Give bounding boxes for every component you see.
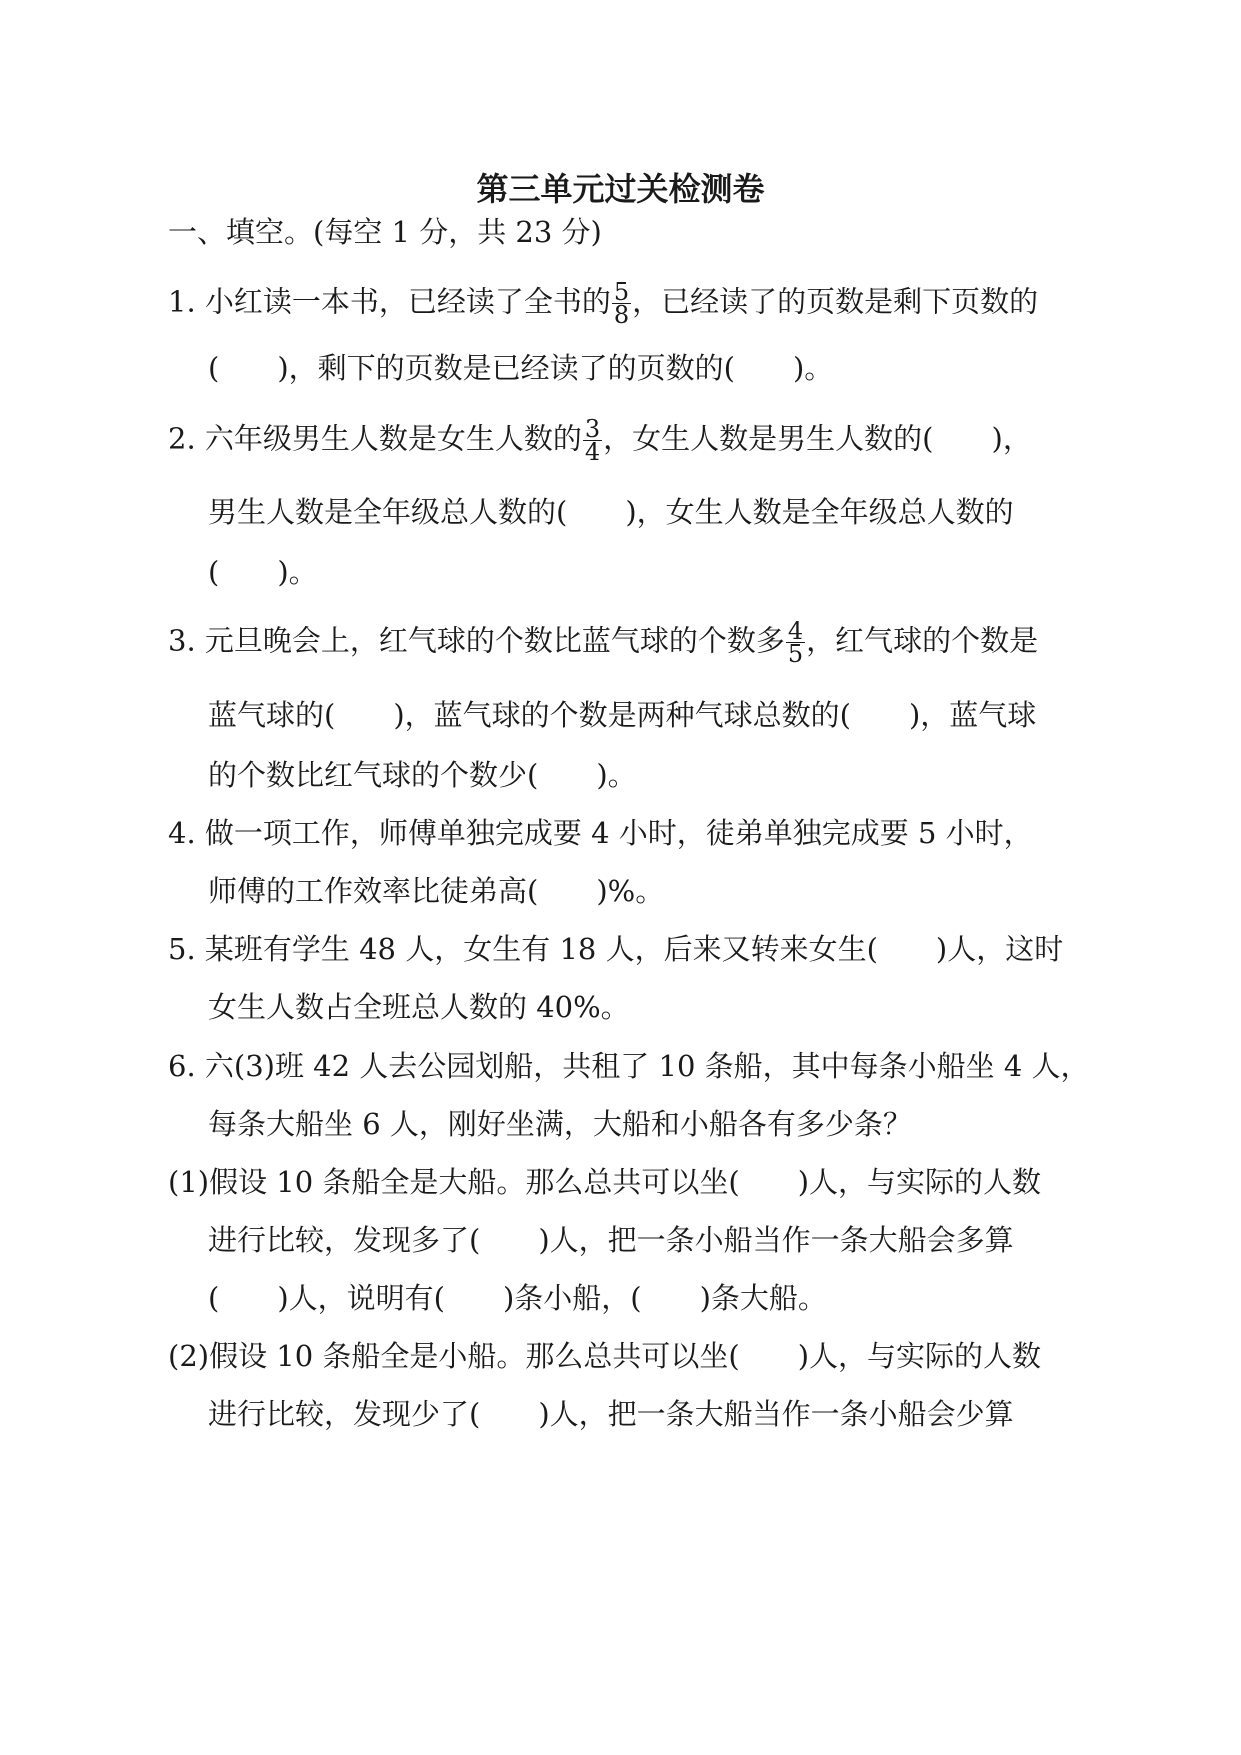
question-6-line-2: 每条大船坐 6 人，刚好坐满，大船和小船各有多少条？ xyxy=(208,1107,912,1141)
question-2-line-2: 男生人数是全年级总人数的( )，女生人数是全年级总人数的 xyxy=(208,495,1014,529)
question-1-line-1: 1. 小红读一本书，已经读了全书的 $\frac{5}{8}$ ，已经读了的页数是剩下页数的 xyxy=(168,278,1039,329)
part-1-line-1: (1)假设 10 条船全是大船。那么总共可以坐( )人，与实际的人数 xyxy=(168,1165,1042,1199)
question-2-line-1: 2. 六年级男生人数是女生人数的 $\frac{3}{4}$ ，女生人数是男生人数的( )， xyxy=(168,415,1032,466)
question-3-line-2: 蓝气球的( )，蓝气球的个数是两种气球总数的( )，蓝气球 xyxy=(208,698,1037,732)
question-2-line-3: ( )。 xyxy=(208,555,318,589)
question-5-line-1: 5. 某班有学生 48 人，女生有 18 人，后来又转来女生( )人，这时 xyxy=(168,932,1064,966)
question-3-line-1: 3. 元旦晚会上，红气球的个数比蓝气球的个数多 $\frac{4}{5}$ ，红气球的个数是 xyxy=(168,617,1039,668)
page-title: 第三单元过关检测卷 xyxy=(476,170,765,208)
fraction-4-5: $\frac{4}{5}$ xyxy=(787,617,804,668)
fraction-5-8: $\frac{5}{8}$ xyxy=(613,278,630,329)
question-1-line-2: ( )，剩下的页数是已经读了的页数的( )。 xyxy=(208,351,834,385)
question-5-line-2: 女生人数占全班总人数的 40%。 xyxy=(208,990,630,1024)
question-3-line-3: 的个数比红气球的个数少( )。 xyxy=(208,758,637,792)
part-1-line-2: 进行比较，发现多了( )人，把一条小船当作一条大船会多算 xyxy=(208,1223,1014,1257)
section-header: 一、填空。(每空 1 分，共 23 分) xyxy=(168,215,602,249)
question-6-line-1: 6. 六(3)班 42 人去公园划船，共租了 10 条船，其中每条小船坐 4 人， xyxy=(168,1049,1090,1083)
part-1-line-3: ( )人，说明有( )条小船，( )条大船。 xyxy=(208,1281,827,1315)
question-4-line-1: 4. 做一项工作，师傅单独完成要 4 小时，徒弟单独完成要 5 小时， xyxy=(168,816,1033,850)
part-2-line-1: (2)假设 10 条船全是小船。那么总共可以坐( )人，与实际的人数 xyxy=(168,1339,1042,1373)
part-2-line-2: 进行比较，发现少了( )人，把一条大船当作一条小船会少算 xyxy=(208,1397,1014,1431)
question-4-line-2: 师傅的工作效率比徒弟高( )%。 xyxy=(208,874,665,908)
fraction-3-4: $\frac{3}{4}$ xyxy=(584,415,601,466)
